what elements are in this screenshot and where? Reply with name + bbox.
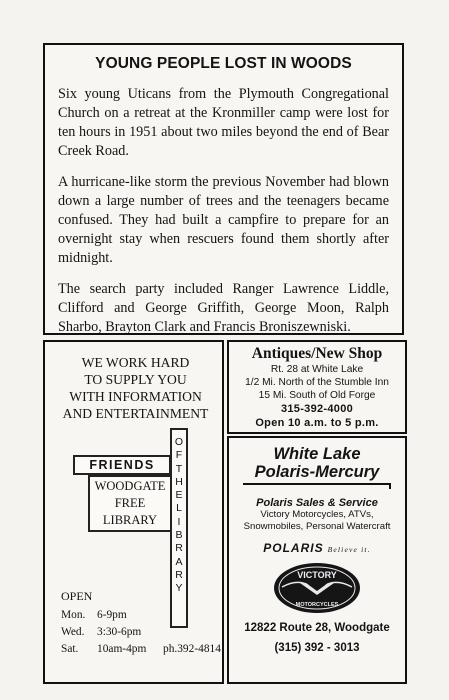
hours-row	[61, 624, 221, 641]
polaris-products: Victory Motorcycles, ATVs,	[260, 509, 374, 520]
open-label: OPEN	[61, 589, 93, 603]
post-letter: O	[174, 436, 184, 448]
victory-badge-icon	[272, 561, 362, 615]
polaris-service: Polaris Sales & Service	[256, 497, 378, 509]
story-paragraph-2: A hurricane-like storm the previous November had blown down a large number of trees and the teenagers became confused. They had built a campfire to prepare for an overnight stay when rescuers found them shortly after midnight.	[58, 174, 389, 266]
post-letter: E	[175, 489, 183, 502]
post-letter: I	[177, 515, 181, 528]
story-box	[43, 43, 404, 335]
hours-time: 3:30-6pm	[97, 626, 142, 638]
hours-day: Mon.	[61, 609, 86, 621]
polaris-title-line2: Polaris-Mercury	[254, 463, 380, 481]
polaris-ad	[227, 436, 407, 684]
headline-line: TO SUPPLY YOU	[84, 372, 187, 387]
friends-sign: FRIENDS	[73, 455, 171, 475]
post-letter: A	[175, 555, 183, 568]
polaris-address: 12822 Route 28, Woodgate	[244, 622, 390, 634]
hours-day: Sat.	[61, 643, 79, 655]
library-sign-line: FREE	[114, 496, 146, 510]
polaris-brand-row	[229, 541, 405, 555]
antiques-phone: 315-392-4000	[280, 403, 354, 415]
hours-time: 6-9pm	[97, 609, 127, 621]
polaris-tagline: Believe it.	[327, 545, 371, 554]
post-letter: L	[176, 502, 182, 515]
library-headline	[45, 354, 226, 422]
library-sign-line: WOODGATE	[94, 479, 166, 493]
story-title: YOUNG PEOPLE LOST IN WOODS	[95, 55, 352, 72]
library-phone: ph.392-4814	[163, 643, 221, 655]
polaris-title-line1: White Lake	[273, 445, 361, 463]
antiques-ad	[227, 340, 407, 434]
library-ad	[43, 340, 224, 684]
hours-row	[61, 607, 221, 624]
hours-day: Wed.	[61, 626, 85, 638]
title-underline	[243, 483, 391, 489]
hours-row	[61, 641, 221, 658]
hours-time: 10am-4pm	[97, 643, 147, 655]
library-hours	[61, 589, 221, 658]
antiques-line: 1/2 Mi. North of the Stumble Inn	[245, 377, 389, 388]
post-letter: F	[175, 449, 183, 462]
post-letter: T	[175, 462, 183, 475]
headline-line: AND ENTERTAINMENT	[62, 406, 209, 421]
antiques-hours: Open 10 a.m. to 5 p.m.	[255, 417, 379, 429]
polaris-phone: (315) 392 - 3013	[274, 642, 360, 654]
post-letter: B	[175, 529, 183, 542]
story-paragraph-3: The search party included Ranger Lawrence Liddle, Clifford and George Griffith, George Moon, Ralph Sharbo, Brayton Clark and Francis Broniszewniski.	[58, 281, 389, 335]
antiques-title: Antiques/New Shop	[251, 345, 383, 362]
antiques-line: Rt. 28 at White Lake	[270, 364, 364, 375]
post-letter: H	[175, 475, 183, 488]
polaris-products: Snowmobiles, Personal Watercraft	[243, 521, 391, 532]
library-sign-line: LIBRARY	[102, 513, 158, 527]
post-letter: R	[175, 542, 183, 555]
library-sign	[88, 475, 172, 532]
headline-line: WE WORK HARD	[81, 355, 190, 370]
badge-top-text: VICTORY	[297, 570, 337, 580]
post-letter: R	[175, 568, 183, 581]
headline-line: WITH INFORMATION	[69, 389, 202, 404]
post-letter: Y	[175, 582, 183, 595]
polaris-logo: POLARIS	[263, 541, 324, 555]
story-paragraph-1: Six young Uticans from the Plymouth Congregational Church on a retreat at the Kronmiller camp were lost for ten hours in 1951 about two miles beyond the end of Bear Creek Road.	[58, 86, 389, 159]
badge-bottom-text: MOTORCYCLES	[295, 602, 339, 608]
antiques-line: 15 Mi. South of Old Forge	[258, 390, 376, 401]
